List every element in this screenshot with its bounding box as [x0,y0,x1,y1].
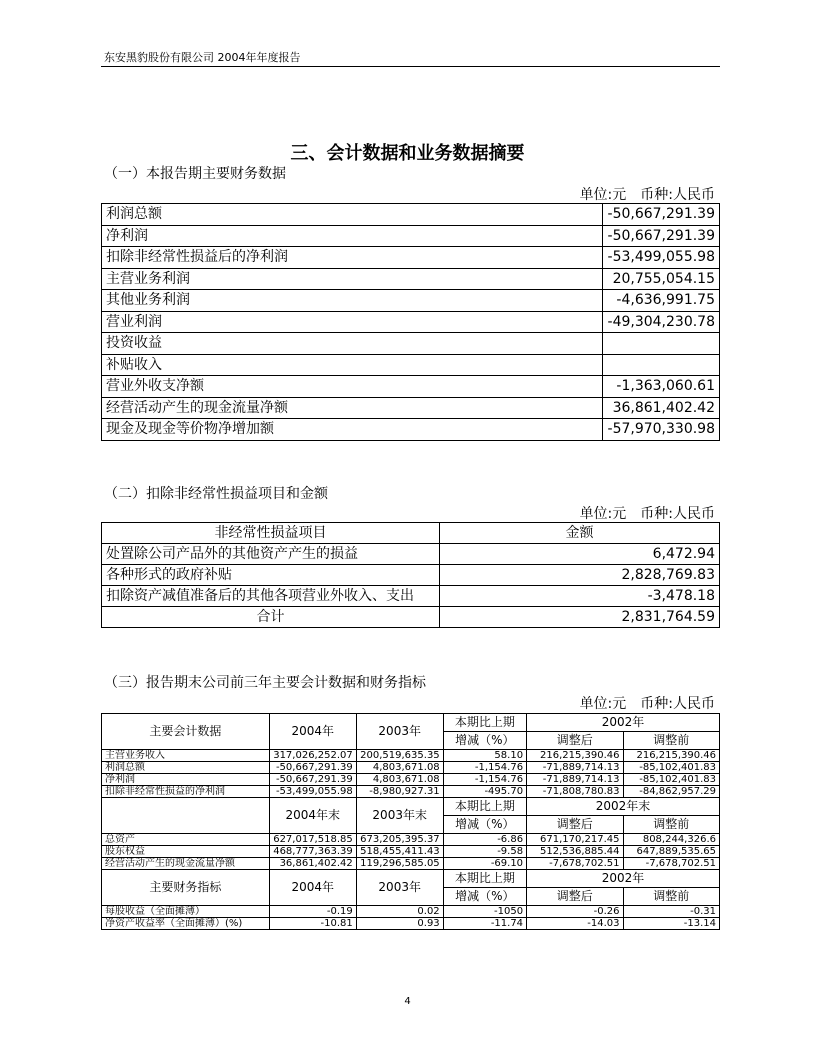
row-value: -1,154.76 [443,774,526,786]
table-row [102,774,720,786]
row-value: -53,499,055.98 [269,786,356,798]
row-value: 627,017,518.85 [269,834,356,846]
block1-col-adjusted: 调整后 [527,732,623,750]
row-value: -50,667,291.39 [603,225,720,247]
row-label: 每股收益（全面摊薄） [102,906,270,918]
header-rule [101,66,720,67]
block3-col-2004: 2004年 [269,870,356,906]
row-value: 216,215,390.46 [623,750,719,762]
section3-heading: （三）报告期末公司前三年主要会计数据和财务指标 [104,675,426,691]
row-value: -1,363,060.61 [603,376,720,398]
row-value: -6.86 [443,834,526,846]
row-label: 股东权益 [102,846,270,858]
row-value: -7,678,702.51 [623,858,719,870]
row-label: 利润总额 [102,204,603,226]
row-value: 0.93 [356,918,443,930]
row-label: 经营活动产生的现金流量净额 [102,858,270,870]
block2-header-row-1 [102,798,720,816]
table-row [102,786,720,798]
table-header-row [102,523,720,544]
row-value: -53,499,055.98 [603,247,720,269]
row-value: 518,455,411.43 [356,846,443,858]
table-row [102,586,720,607]
row-value: -8,980,927.31 [356,786,443,798]
row-value [603,354,720,376]
row-value: -49,304,230.78 [603,311,720,333]
row-value: -0.26 [527,906,623,918]
table-row [102,918,720,930]
table-row [102,268,720,290]
block3-col-adjusted: 调整后 [527,888,623,906]
row-label: 补贴收入 [102,354,603,376]
table-row [102,376,720,398]
row-value: 58.10 [443,750,526,762]
total-row [102,607,720,628]
table-row [102,906,720,918]
row-label: 扣除资产减值准备后的其他各项营业外收入、支出 [102,586,440,607]
total-label: 合计 [102,607,440,628]
block2-col-2003: 2003年末 [356,798,443,834]
page-title: 三、会计数据和业务数据摘要 [290,143,525,164]
row-value: -14.03 [527,918,623,930]
row-value: 119,296,585.05 [356,858,443,870]
table-row [102,204,720,226]
row-value: 808,244,326.6 [623,834,719,846]
block1-col-original: 调整前 [623,732,719,750]
row-value: -0.31 [623,906,719,918]
row-value: -4,636,991.75 [603,290,720,312]
block1-col-2002: 2002年 [527,714,720,732]
row-value: 673,205,395.37 [356,834,443,846]
block3-col-2003: 2003年 [356,870,443,906]
row-value: -11.74 [443,918,526,930]
block3-header-row-1 [102,870,720,888]
row-label: 总资产 [102,834,270,846]
block1-col-2004: 2004年 [269,714,356,750]
row-value: 512,536,885.44 [527,846,623,858]
page-header: 东安黑豹股份有限公司 2004年年度报告 [104,51,301,64]
row-value: -85,102,401.83 [623,762,719,774]
block3-col-label: 主要财务指标 [102,870,270,906]
row-value: 36,861,402.42 [603,397,720,419]
table-row [102,846,720,858]
row-value: 4,803,671.08 [356,774,443,786]
col-header-item: 非经常性损益项目 [102,523,440,544]
three-year-table [101,713,720,930]
block2-col-change-a: 本期比上期 [443,798,526,816]
row-value: -13.14 [623,918,719,930]
row-value: 6,472.94 [440,544,720,565]
table-row [102,750,720,762]
table-row [102,544,720,565]
row-value: -0.19 [269,906,356,918]
block2-col-change-b: 增减（%） [443,816,526,834]
total-value: 2,831,764.59 [440,607,720,628]
row-value: -7,678,702.51 [527,858,623,870]
row-value: -85,102,401.83 [623,774,719,786]
row-value: 216,215,390.46 [527,750,623,762]
row-label: 净利润 [102,774,270,786]
row-label: 各种形式的政府补贴 [102,565,440,586]
block1-col-2003: 2003年 [356,714,443,750]
block3-col-change-a: 本期比上期 [443,870,526,888]
row-label: 净利润 [102,225,603,247]
row-label: 其他业务利润 [102,290,603,312]
table-row [102,225,720,247]
table-row [102,565,720,586]
row-label: 净资产收益率（全面摊薄）(%) [102,918,270,930]
block2-col-original: 调整前 [623,816,719,834]
row-value: 4,803,671.08 [356,762,443,774]
row-value: -71,808,780.83 [527,786,623,798]
row-label: 主营业务利润 [102,268,603,290]
row-value: -9.58 [443,846,526,858]
block3-col-2002: 2002年 [527,870,720,888]
block2-col-label [102,798,270,834]
row-value: 2,828,769.83 [440,565,720,586]
row-label: 扣除非经常性损益的净利润 [102,786,270,798]
table-row [102,834,720,846]
table-row [102,762,720,774]
row-value: -1,154.76 [443,762,526,774]
row-label: 营业利润 [102,311,603,333]
row-label: 处置除公司产品外的其他资产产生的损益 [102,544,440,565]
table-row [102,333,720,355]
table-row [102,247,720,269]
row-value: -495.70 [443,786,526,798]
row-value: 647,889,535.65 [623,846,719,858]
col-header-amount: 金额 [440,523,720,544]
block2-col-2002: 2002年末 [527,798,720,816]
block1-header-row-1 [102,714,720,732]
non-recurring-table [101,522,720,628]
section2-unit: 单位:元 币种:人民币 [579,506,715,522]
table-row [102,419,720,441]
table-row [102,397,720,419]
row-value: -71,889,714.13 [527,762,623,774]
block1-col-change-b: 增减（%） [443,732,526,750]
row-value: 671,170,217.45 [527,834,623,846]
table-row [102,290,720,312]
section1-heading: （一）本报告期主要财务数据 [104,166,286,182]
table-row [102,311,720,333]
row-value: -71,889,714.13 [527,774,623,786]
section3-unit: 单位:元 币种:人民币 [579,696,715,712]
row-value: -69.10 [443,858,526,870]
row-value: 468,777,363.39 [269,846,356,858]
block2-col-2004: 2004年末 [269,798,356,834]
row-label: 利润总额 [102,762,270,774]
row-label: 经营活动产生的现金流量净额 [102,397,603,419]
row-label: 主营业务收入 [102,750,270,762]
row-value: 0.02 [356,906,443,918]
row-value: -50,667,291.39 [269,762,356,774]
row-value: -57,970,330.98 [603,419,720,441]
row-value [603,333,720,355]
row-label: 营业外收支净额 [102,376,603,398]
row-value: -50,667,291.39 [269,774,356,786]
block3-col-original: 调整前 [623,888,719,906]
row-value: -10.81 [269,918,356,930]
table-row [102,858,720,870]
block2-col-adjusted: 调整后 [527,816,623,834]
row-value: -1050 [443,906,526,918]
page-number: 4 [404,996,411,1007]
main-financial-table [101,203,720,441]
row-value: -50,667,291.39 [603,204,720,226]
row-label: 扣除非经常性损益后的净利润 [102,247,603,269]
block1-col-change-a: 本期比上期 [443,714,526,732]
block3-col-change-b: 增减（%） [443,888,526,906]
row-label: 现金及现金等价物净增加额 [102,419,603,441]
row-value: 200,519,635.35 [356,750,443,762]
row-value: -3,478.18 [440,586,720,607]
section1-unit: 单位:元 币种:人民币 [579,187,715,203]
block1-col-label: 主要会计数据 [102,714,270,750]
section2-heading: （二）扣除非经常性损益项目和金额 [104,486,328,502]
row-label: 投资收益 [102,333,603,355]
row-value: 20,755,054.15 [603,268,720,290]
row-value: -84,862,957.29 [623,786,719,798]
table-row [102,354,720,376]
row-value: 317,026,252.07 [269,750,356,762]
row-value: 36,861,402.42 [269,858,356,870]
